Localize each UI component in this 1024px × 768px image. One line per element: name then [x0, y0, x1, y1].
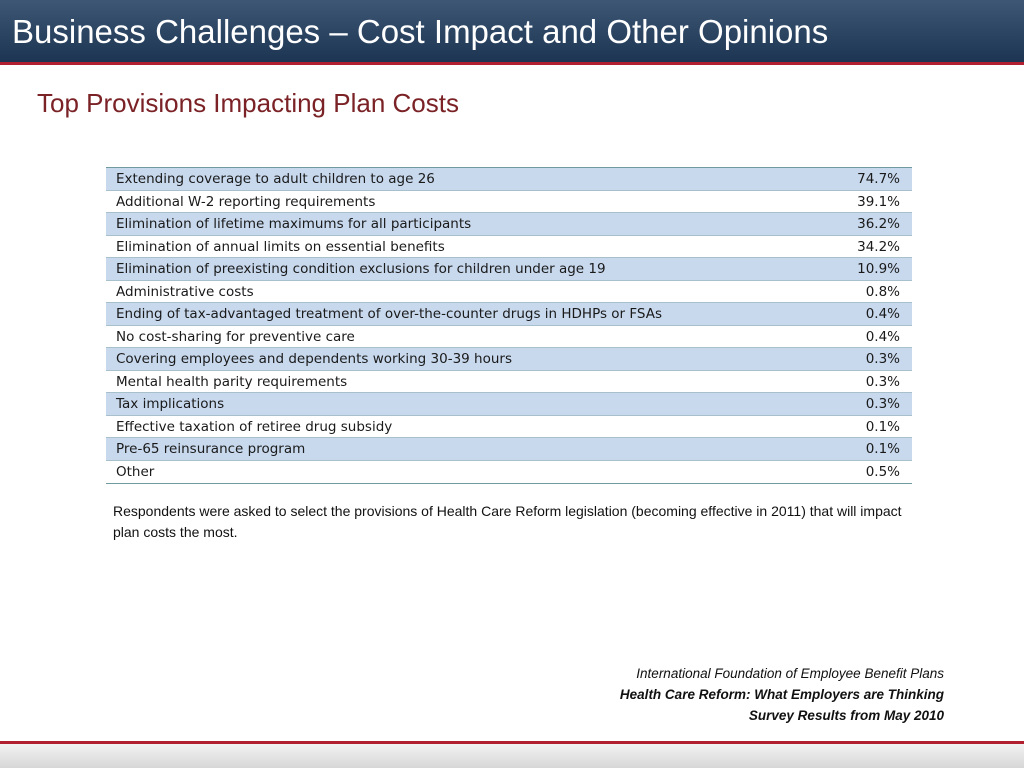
- row-value: 0.3%: [865, 373, 900, 390]
- title-divider: [0, 62, 1024, 65]
- row-label: Ending of tax-advantaged treatment of over-the-counter drugs in HDHPs or FSAs: [116, 306, 663, 322]
- table-row: [106, 281, 912, 304]
- source-organization: International Foundation of Employee Benefit Plans: [636, 666, 944, 681]
- row-value: 10.9%: [857, 261, 900, 277]
- table-row: [106, 393, 912, 416]
- table-row: [106, 213, 912, 236]
- table-row: [106, 461, 912, 484]
- footer-bar: [0, 744, 1024, 768]
- row-value: 0.3%: [865, 396, 900, 412]
- table-row: [106, 438, 912, 461]
- row-value: 0.4%: [865, 306, 900, 322]
- survey-note: Respondents were asked to select the provisions of Health Care Reform legislation (becoming effective in 2011) that will impact plan costs the most.: [113, 503, 902, 540]
- row-value: 0.4%: [865, 328, 900, 345]
- row-value: 74.7%: [857, 171, 900, 187]
- row-label: Extending coverage to adult children to age 26: [116, 171, 435, 187]
- slide-subtitle: Top Provisions Impacting Plan Costs: [37, 88, 459, 118]
- title-bar: [0, 0, 1024, 62]
- row-value: 0.8%: [865, 283, 900, 300]
- row-value: 34.2%: [857, 238, 900, 255]
- table-row: [106, 168, 912, 191]
- row-label: Administrative costs: [116, 283, 254, 300]
- row-label: Covering employees and dependents working 30-39 hours: [116, 351, 513, 367]
- row-label: No cost-sharing for preventive care: [116, 328, 355, 345]
- table-row: [106, 258, 912, 281]
- table-row: [106, 326, 912, 349]
- table-row: [106, 416, 912, 439]
- row-label: Additional W-2 reporting requirements: [116, 193, 376, 210]
- slide-title: Business Challenges – Cost Impact and Other Opinions: [12, 13, 829, 50]
- row-label: Other: [116, 463, 155, 480]
- source-citation: [620, 663, 944, 726]
- source-report-title: Health Care Reform: What Employers are Thinking: [619, 687, 944, 702]
- row-value: 0.1%: [865, 418, 900, 435]
- row-label: Elimination of annual limits on essential benefits: [116, 238, 445, 255]
- provisions-table: [106, 167, 912, 484]
- row-value: 0.1%: [865, 441, 900, 457]
- row-value: 39.1%: [857, 193, 900, 210]
- row-value: 36.2%: [857, 216, 900, 232]
- row-label: Tax implications: [116, 396, 225, 412]
- table-row: [106, 303, 912, 326]
- row-value: 0.5%: [865, 463, 900, 480]
- table-row: [106, 348, 912, 371]
- row-value: 0.3%: [865, 351, 900, 367]
- row-label: Effective taxation of retiree drug subsidy: [116, 418, 393, 435]
- table-row: [106, 236, 912, 259]
- row-label: Elimination of lifetime maximums for all participants: [116, 216, 472, 232]
- row-label: Mental health parity requirements: [116, 373, 348, 390]
- row-label: Pre-65 reinsurance program: [116, 441, 306, 457]
- source-survey-date: Survey Results from May 2010: [748, 708, 944, 723]
- table-row: [106, 371, 912, 394]
- table-row: [106, 191, 912, 214]
- row-label: Elimination of preexisting condition exclusions for children under age 19: [116, 261, 606, 277]
